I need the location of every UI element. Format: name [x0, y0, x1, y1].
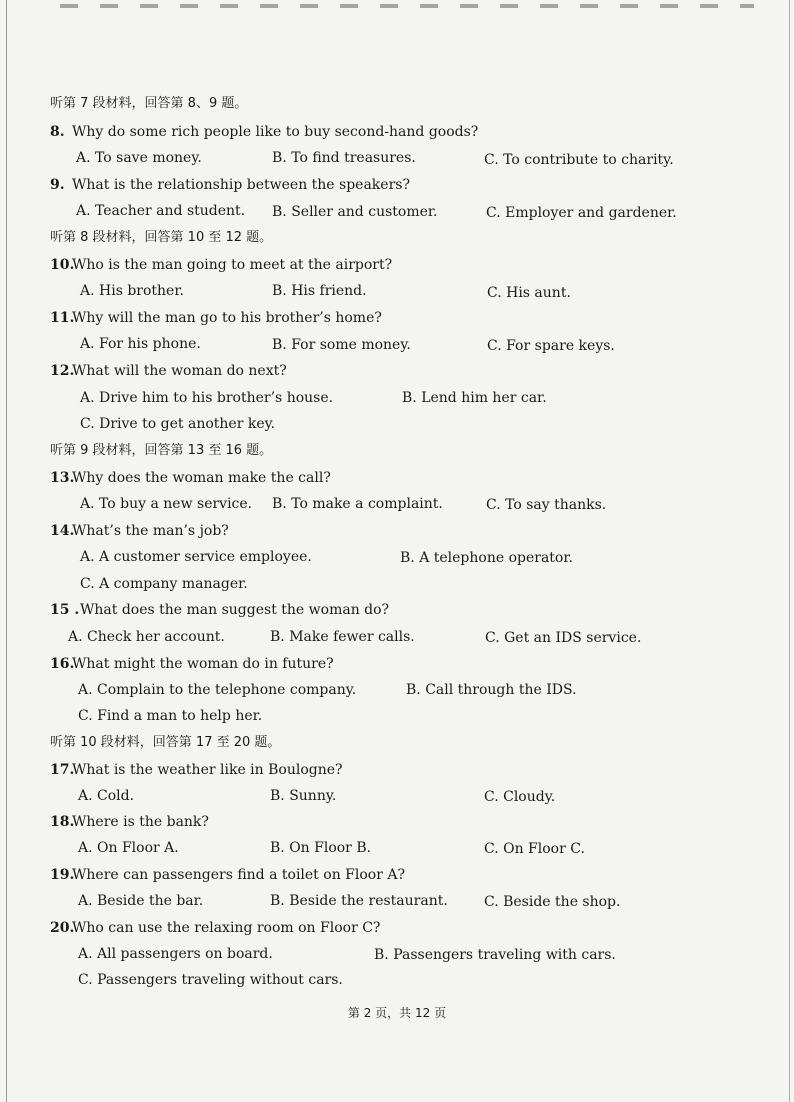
option-a: A. Complain to the telephone company. [78, 682, 357, 698]
question-text: What’s the man’s job? [72, 523, 229, 539]
question-number: 8. [50, 124, 65, 140]
question-13 [50, 469, 331, 487]
scan-marks [60, 4, 754, 8]
question-text: Who is the man going to meet at the airport? [72, 257, 393, 273]
question-text: Why will the man go to his brother’s home? [72, 310, 382, 326]
option-c: C. Find a man to help her. [78, 708, 263, 724]
section-heading: 听第 9 段材料，回答第 13 至 16 题。 [50, 443, 273, 458]
question-text: What does the man suggest the woman do? [80, 602, 390, 618]
option-c: C. Employer and gardener. [486, 205, 677, 221]
option-b: B. Seller and customer. [272, 204, 438, 220]
option-c: C. His aunt. [487, 285, 571, 301]
question-12 [50, 362, 287, 380]
option-c: C. Cloudy. [484, 789, 556, 805]
option-a: A. A customer service employee. [80, 549, 312, 565]
scan-edge [6, 0, 7, 1102]
option-a: A. His brother. [80, 283, 184, 299]
question-20 [50, 919, 380, 937]
option-c: C. Get an IDS service. [485, 630, 642, 646]
question-text: Why do some rich people like to buy second-hand goods? [72, 124, 479, 140]
question-18 [50, 813, 209, 831]
option-a: A. Drive him to his brother’s house. [80, 390, 334, 406]
question-number: 15 . [50, 602, 80, 618]
question-number: 10. [50, 257, 75, 273]
question-text: What might the woman do in future? [72, 656, 334, 672]
page-number: 第 2 页，共 12 页 [347, 1006, 447, 1020]
scan-edge [789, 0, 790, 1102]
question-number: 16. [50, 656, 75, 672]
option-b: B. Call through the IDS. [406, 682, 577, 698]
question-text: Where is the bank? [72, 814, 209, 830]
question-number: 13. [50, 470, 75, 486]
question-number: 11. [50, 310, 75, 326]
question-11 [50, 309, 382, 327]
option-a: A. Check her account. [68, 629, 225, 645]
option-b: B. Passengers traveling with cars. [374, 947, 616, 963]
question-number: 12. [50, 363, 75, 379]
question-19 [50, 866, 405, 884]
option-a: A. Cold. [78, 788, 135, 804]
question-9 [50, 176, 410, 194]
question-15 [50, 601, 389, 619]
option-c: C. A company manager. [80, 576, 248, 592]
question-text: Where can passengers find a toilet on Floor A? [72, 867, 405, 883]
option-b: B. Beside the restaurant. [270, 893, 448, 909]
option-a: A. For his phone. [80, 336, 201, 352]
question-text: What is the relationship between the speakers? [72, 177, 410, 193]
option-b: B. Sunny. [270, 788, 337, 804]
option-b: B. To make a complaint. [272, 496, 443, 512]
option-c: C. Passengers traveling without cars. [78, 972, 343, 988]
question-text: Why does the woman make the call? [72, 470, 331, 486]
question-number: 14. [50, 523, 75, 539]
question-text: What is the weather like in Boulogne? [72, 762, 343, 778]
option-c: C. To contribute to charity. [484, 152, 674, 168]
question-number: 20. [50, 920, 75, 936]
section-heading: 听第 8 段材料，回答第 10 至 12 题。 [50, 230, 273, 245]
option-b: B. Lend him her car. [402, 390, 547, 406]
question-text: Who can use the relaxing room on Floor C? [72, 920, 381, 936]
option-c: C. On Floor C. [484, 841, 585, 857]
option-b: B. For some money. [272, 337, 411, 353]
option-b: B. On Floor B. [270, 840, 372, 856]
question-10 [50, 256, 392, 274]
option-b: B. A telephone operator. [400, 550, 573, 566]
question-number: 19. [50, 867, 75, 883]
option-b: B. Make fewer calls. [270, 629, 415, 645]
question-17 [50, 761, 343, 779]
option-a: A. On Floor A. [78, 840, 179, 856]
option-b: B. To find treasures. [272, 150, 416, 166]
question-16 [50, 655, 334, 673]
question-14 [50, 522, 229, 540]
option-a: A. Beside the bar. [78, 893, 204, 909]
question-text: What will the woman do next? [72, 363, 287, 379]
option-a: A. All passengers on board. [78, 946, 273, 962]
option-c: C. To say thanks. [486, 497, 607, 513]
question-number: 18. [50, 814, 75, 830]
option-a: A. Teacher and student. [76, 203, 246, 219]
question-number: 17. [50, 762, 75, 778]
section-heading: 听第 7 段材料，回答第 8、9 题。 [50, 96, 248, 111]
question-number: 9. [50, 177, 65, 193]
option-a: A. To buy a new service. [80, 496, 253, 512]
option-b: B. His friend. [272, 283, 367, 299]
option-c: C. Drive to get another key. [80, 416, 276, 432]
option-a: A. To save money. [76, 150, 202, 166]
section-heading: 听第 10 段材料，回答第 17 至 20 题。 [50, 735, 281, 750]
option-c: C. Beside the shop. [484, 894, 621, 910]
option-c: C. For spare keys. [487, 338, 615, 354]
question-8 [50, 123, 478, 141]
